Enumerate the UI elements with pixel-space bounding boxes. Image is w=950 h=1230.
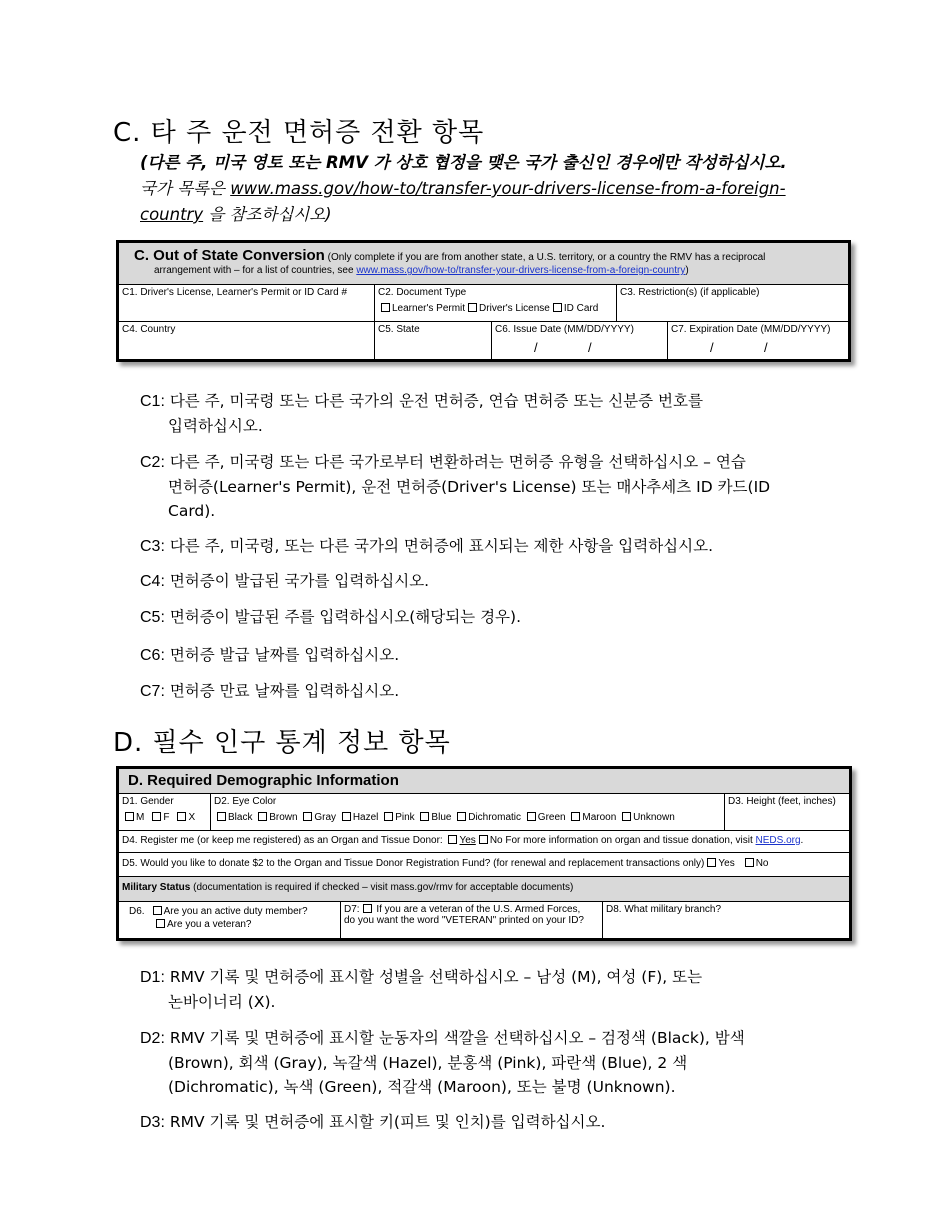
d2-cell: D2. Eye Color Black Brown Gray Hazel Pink Blue Dichromatic Green Maroon Unknown [211, 794, 725, 831]
c6-cell[interactable] [492, 322, 668, 360]
eye-blue-checkbox[interactable] [420, 812, 429, 821]
section-c-intro [140, 150, 840, 228]
c7-slash-1: / [710, 340, 714, 355]
d8-label: D8. What military branch? [606, 904, 722, 915]
eye-dichromatic-checkbox[interactable] [457, 812, 466, 821]
intro-suffix: 을 참조하십시오) [203, 205, 332, 224]
c4-explanation: C4: 면허증이 발급된 국가를 입력하십시오. [140, 572, 430, 590]
d4-row: D4. Register me (or keep me registered) as an Organ and Tissue Donor: Yes No For more information on organ and tissue donation, visit NEDS.org. [119, 831, 849, 853]
d5-label: D5. Would you like to donate $2 to the Organ and Tissue Donor Registration Fund? (for renewal and replacement transactions only) [122, 858, 705, 869]
learners-permit-checkbox[interactable] [381, 303, 390, 312]
d2-explanation: D2: RMV 기록 및 면허증에 표시할 눈동자의 색깔을 선택하십시오 – 검정색 (Black), 밤색 (Brown), 회색 (Gray), 녹갈색 (Hazel), 분홍색 (Pink), 파란색 (Blue), 2 색 (Dichromatic), 녹색 (Green), 적갈색 (Maroon), 또는 불명 (Unknown). [140, 1029, 745, 1096]
c2-explanation: C2: 다른 주, 미국령 또는 다른 국가로부터 변환하려는 면허증 유형을 선택하십시오 – 연습 면허증(Learner's Permit), 운전 면허증(Driver's License) 또는 매사추세츠 ID 카드(ID Card). [140, 453, 771, 520]
c7-explanation: C7: 면허증 만료 날짜를 입력하십시오. [140, 682, 400, 700]
form-c-link[interactable]: www.mass.gov/how-to/transfer-your-drivers-license-from-a-foreign-country [356, 265, 686, 276]
d3-cell[interactable] [725, 794, 849, 831]
gender-f-checkbox[interactable] [152, 812, 161, 821]
form-c-title: C. Out of State Conversion [134, 247, 325, 264]
c3-label: C3. Restriction(s) (if applicable) [620, 287, 760, 298]
c6-slash-2: / [588, 340, 592, 355]
c1-cell[interactable] [119, 285, 375, 322]
c5-explanation: C5: 면허증이 발급된 주를 입력하십시오(해당되는 경우). [140, 608, 521, 626]
c2-label: C2. Document Type [378, 287, 467, 298]
donor-no-checkbox[interactable] [479, 835, 488, 844]
form-d-title: D. Required Demographic Information [128, 772, 399, 789]
intro-bold-text: (다른 주, 미국 영토 또는 RMV 가 상호 협정을 맺은 국가 출신인 경우에만 작성하십시오. [140, 153, 787, 172]
veteran-print-checkbox[interactable] [363, 904, 372, 913]
form-c-subtitle2: arrangement with – for a list of countries, see [154, 265, 357, 276]
neds-link[interactable]: NEDS.org [755, 835, 801, 846]
eye-brown-checkbox[interactable] [258, 812, 267, 821]
gender-m-checkbox[interactable] [125, 812, 134, 821]
eye-hazel-checkbox[interactable] [342, 812, 351, 821]
donor-yes-checkbox[interactable] [448, 835, 457, 844]
eye-pink-checkbox[interactable] [384, 812, 393, 821]
c5-label: C5. State [378, 324, 420, 335]
d6-label: D6. [129, 906, 145, 917]
section-c-heading: C. 타 주 운전 면허증 전환 항목 [113, 118, 485, 148]
d1-explanation: D1: RMV 기록 및 면허증에 표시할 성별을 선택하십시오 – 남성 (M), 여성 (F), 또는 논바이너리 (X). [140, 968, 703, 1011]
form-c-subtitle: (Only complete if you are from another state, a U.S. territory, or a country the RMV has a reciprocal [324, 252, 766, 263]
c4-cell[interactable] [119, 322, 375, 360]
demographic-form [116, 766, 852, 941]
d7-label: D7: [344, 904, 360, 915]
fund-no-checkbox[interactable] [745, 858, 754, 867]
form-c-header [119, 243, 848, 285]
c7-cell[interactable] [668, 322, 848, 360]
intro-link[interactable]: www.mass.gov/how-to/transfer-your-drivers-license-from-a-foreign-country [140, 179, 786, 224]
eye-gray-checkbox[interactable] [303, 812, 312, 821]
learners-permit-label: Learner's Permit [392, 303, 466, 314]
c4-label: C4. Country [122, 324, 176, 335]
d3-explanation: D3: RMV 기록 및 면허증에 표시할 키(피트 및 인치)를 입력하십시오. [140, 1113, 606, 1131]
gender-x-checkbox[interactable] [177, 812, 186, 821]
form-c-subtitle-end: ) [685, 265, 689, 276]
drivers-license-label: Driver's License [479, 303, 550, 314]
c5-cell[interactable] [375, 322, 492, 360]
c6-explanation: C6: 면허증 발급 날짜를 입력하십시오. [140, 646, 400, 664]
c3-explanation: C3: 다른 주, 미국령, 또는 다른 국가의 면허증에 표시되는 제한 사항을 입력하십시오. [140, 537, 714, 555]
drivers-license-checkbox[interactable] [468, 303, 477, 312]
eye-black-checkbox[interactable] [217, 812, 226, 821]
eye-unknown-checkbox[interactable] [622, 812, 631, 821]
d3-label: D3. Height (feet, inches) [728, 796, 836, 807]
c7-label: C7. Expiration Date (MM/DD/YYYY) [671, 324, 831, 335]
fund-yes-checkbox[interactable] [707, 858, 716, 867]
c2-cell [375, 285, 617, 322]
c7-slash-2: / [764, 340, 768, 355]
eye-green-checkbox[interactable] [527, 812, 536, 821]
active-duty-checkbox[interactable] [153, 906, 162, 915]
veteran-checkbox[interactable] [156, 919, 165, 928]
d5-row: D5. Would you like to donate $2 to the Organ and Tissue Donor Registration Fund? (for renewal and replacement transactions only) Yes No [119, 853, 849, 877]
d1-label: D1. Gender [122, 796, 174, 807]
eye-maroon-checkbox[interactable] [571, 812, 580, 821]
id-card-label: ID Card [563, 303, 599, 314]
c6-label: C6. Issue Date (MM/DD/YYYY) [495, 324, 634, 335]
d2-label: D2. Eye Color [214, 796, 277, 807]
military-status-note: (documentation is required if checked – visit mass.gov/rmv for acceptable documents) [190, 882, 574, 893]
intro-prefix: 국가 목록은 [140, 179, 231, 198]
military-status-row [119, 877, 849, 902]
d7-cell: D7: If you are a veteran of the U.S. Armed Forces, do you want the word "VETERAN" printed on your ID? [341, 902, 603, 939]
d1-cell: D1. Gender M F X [119, 794, 211, 831]
c6-slash-1: / [534, 340, 538, 355]
d6-cell: D6. Are you an active duty member? Are you a veteran? [119, 902, 341, 939]
form-d-header [119, 769, 849, 794]
d8-cell[interactable] [603, 902, 849, 939]
section-d-heading: D. 필수 인구 통계 정보 항목 [113, 728, 451, 758]
c1-explanation: C1: 다른 주, 미국령 또는 다른 국가의 운전 면허증, 연습 면허증 또는 신분증 번호를 입력하십시오. [140, 392, 703, 435]
d4-label: D4. Register me (or keep me registered) as an Organ and Tissue Donor: [122, 835, 446, 846]
out-of-state-form [116, 240, 851, 362]
c1-label: C1. Driver's License, Learner's Permit or ID Card # [122, 287, 348, 298]
c3-cell[interactable] [617, 285, 848, 322]
military-status-label: Military Status [122, 882, 191, 893]
id-card-checkbox[interactable] [553, 303, 562, 312]
